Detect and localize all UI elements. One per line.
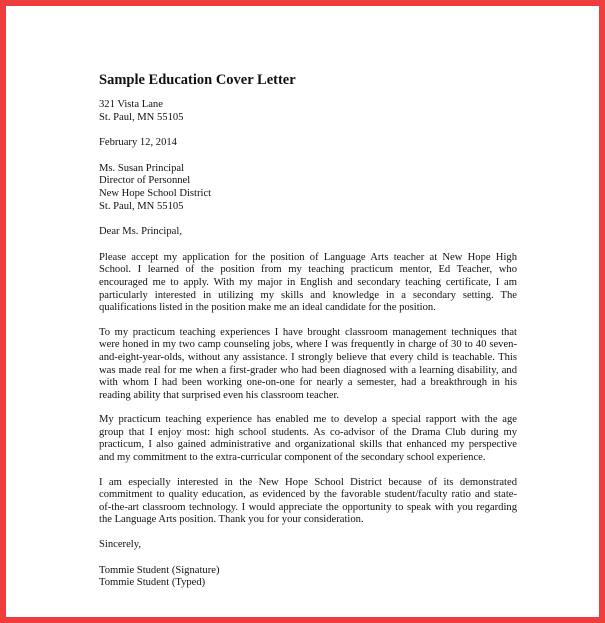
paragraph-line: were honed in my two camp counseling jobs, where I was frequently in charge of 30 to 40 seven- (99, 339, 517, 351)
page-title: Sample Education Cover Letter (99, 72, 296, 88)
paragraph-line: particularly interested in utilizing my skills and knowledge in a secondary setting. The (99, 289, 517, 301)
paragraph-line: School. I learned of the position from my teaching practicum mentor, Ed Teacher, who (99, 264, 517, 276)
recipient-city: St. Paul, MN 55105 (99, 200, 184, 212)
signature-line: Tommie Student (Signature) (99, 564, 220, 576)
paragraph-line: with whom I had been working one-on-one for nearly a semester, had a breakthrough in his (99, 377, 517, 389)
recipient-address (99, 163, 517, 213)
recipient-name: Ms. Susan Principal (99, 162, 185, 174)
paragraph-line: reading ability that surprised even his classroom teacher. (99, 389, 340, 401)
paragraph-line: I am especially interested in the New Hope School District because of its demonstrated (99, 476, 517, 488)
recipient-organization: New Hope School District (99, 187, 212, 199)
signature-block (99, 565, 517, 590)
sender-city: St. Paul, MN 55105 (99, 111, 184, 123)
paragraph-line: encouraged me to apply. With my major in English and secondary teaching certificate, I am (99, 276, 517, 288)
closing (99, 539, 517, 552)
paragraph-line: the Language Arts position. Thank you for your consideration. (99, 514, 364, 526)
paragraph-4 (99, 477, 517, 527)
paragraph-2 (99, 327, 517, 403)
paragraph-line: To my practicum teaching experiences I have brought classroom management techniques that (99, 326, 517, 338)
closing-text: Sincerely, (99, 539, 141, 551)
paragraph-line: and-eight-year-olds, without any assistance. I strongly believe that every child is teachable. This (99, 351, 517, 363)
paragraph-line: was made real for me when a first-grader who had been diagnosed with a learning disability, and (99, 364, 517, 376)
cover-letter (99, 72, 517, 590)
paragraph-line: practicum, I also gained administrative and organizational skills that enhanced my perspective (99, 439, 517, 451)
letter-date (99, 137, 517, 150)
paragraph-line: group that I enjoy most: high school students. As co-advisor of the Drama Club during my (99, 426, 517, 438)
salutation (99, 226, 517, 239)
recipient-title: Director of Personnel (99, 175, 191, 187)
date-text: February 12, 2014 (99, 137, 177, 149)
salutation-text: Dear Ms. Principal, (99, 226, 182, 238)
sender-address (99, 99, 517, 124)
paragraph-line: and my commitment to the extra-curricular component of the secondary school experience. (99, 452, 486, 464)
paragraph-3 (99, 414, 517, 464)
paragraph-line: commitment to quality education, as evidenced by the favorable student/faculty ratio and state- (99, 489, 517, 501)
typed-name-line: Tommie Student (Typed) (99, 577, 206, 589)
paragraph-line: of-the-art classroom technology. I would appreciate the opportunity to speak with you regarding (99, 501, 517, 513)
paragraph-line: qualifications listed in the position make me an ideal candidate for the position. (99, 302, 436, 314)
paragraph-1 (99, 252, 517, 315)
paragraph-line: Please accept my application for the position of Language Arts teacher at New Hope High (99, 251, 517, 263)
sender-street: 321 Vista Lane (99, 99, 163, 110)
paragraph-line: My practicum teaching experience has enabled me to develop a special rapport with the age (99, 414, 517, 426)
